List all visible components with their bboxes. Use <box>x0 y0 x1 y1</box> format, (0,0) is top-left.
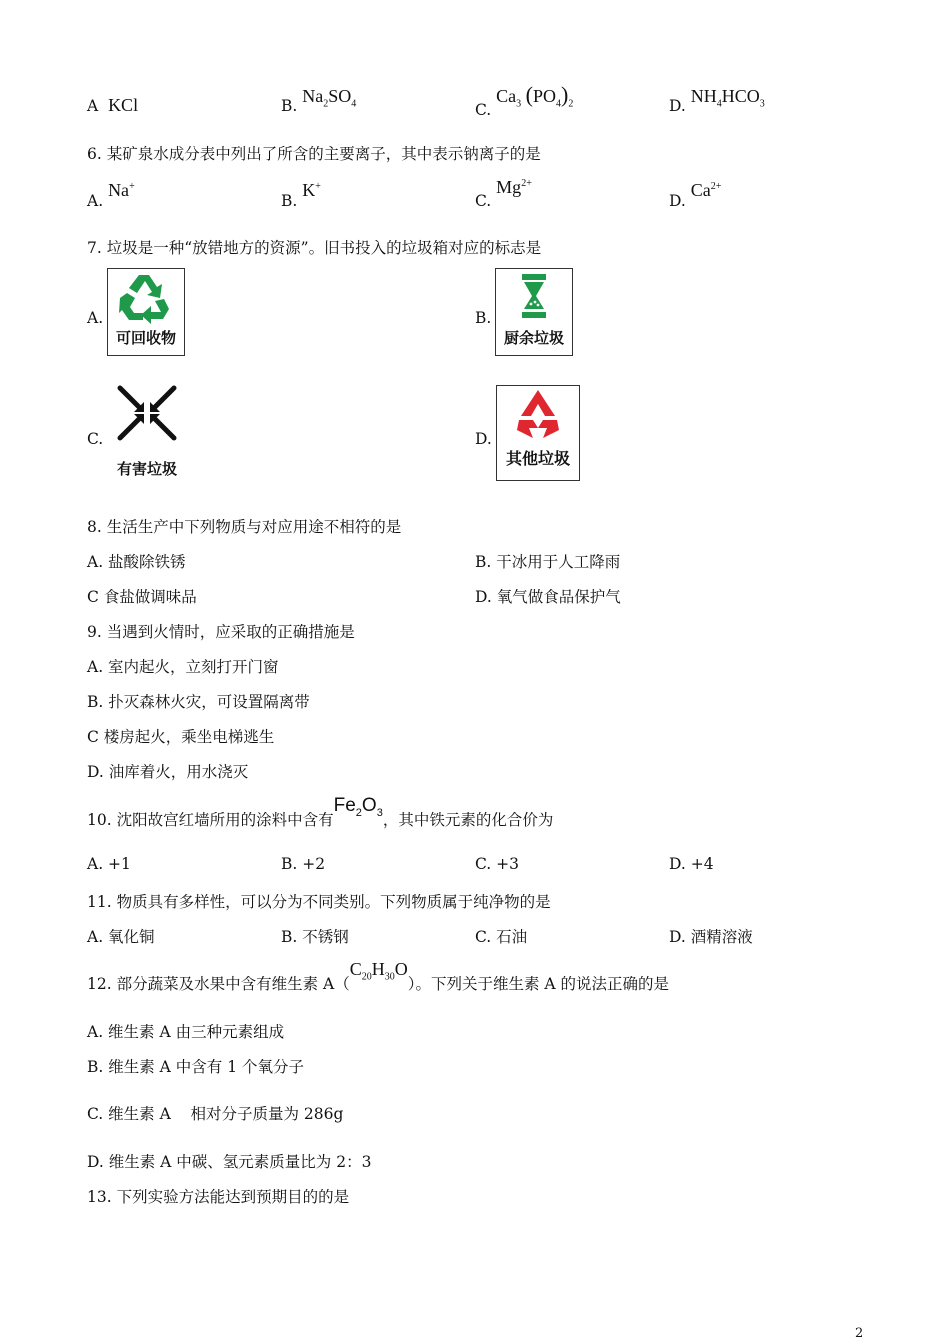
q9-option-b: B. 扑灭森林火灾，可设置隔离带 <box>87 693 310 711</box>
q5-option-c: C. $Ca_3$ $(PO_4)_2$ <box>475 82 574 119</box>
q12-option-c: C. 维生素 A 相对分子质量为 286g <box>87 1105 344 1123</box>
kitchen-waste-sign-label: 厨余垃圾 <box>503 329 564 347</box>
q12-option-d: D. 维生素 A 中碳、氢元素质量比为 2：3 <box>87 1153 372 1171</box>
q6-option-d: D. $Ca^{2+}$ <box>669 180 722 210</box>
q7-stem: 7. 垃圾是一种“放错地方的资源”。旧书投入的垃圾箱对应的标志是 <box>87 239 542 257</box>
q10-option-d: D. +4 <box>669 855 714 873</box>
q12-stem-pre: 12. 部分蔬菜及水果中含有维生素 A（ <box>87 975 350 993</box>
q7-option-a-label: A. <box>87 309 104 327</box>
q12-option-b: B. 维生素 A 中含有 1 个氧分子 <box>87 1058 305 1076</box>
q10-stem <box>87 794 554 829</box>
other-waste-sign <box>496 385 580 481</box>
q10-formula: $Fe_2O_3$ <box>333 795 383 819</box>
q11-option-c: C. 石油 <box>475 928 528 946</box>
q10-option-b: B. +2 <box>281 855 326 873</box>
q8-option-c: C 食盐做调味品 <box>87 588 197 606</box>
other-waste-sign-label: 其他垃圾 <box>505 449 570 468</box>
kitchen-waste-sign <box>495 268 573 356</box>
recycle-sign <box>107 268 185 356</box>
q11-option-b: B. 不锈钢 <box>281 928 349 946</box>
q12-stem-post: ）。下列关于维生素 A 的说法正确的是 <box>407 975 670 993</box>
q12-formula: $C_{20}H_{30}O$ <box>349 959 408 983</box>
recycle-sign-label: 可回收物 <box>115 329 176 347</box>
q9-option-d: D. 油库着火，用水浇灭 <box>87 763 249 781</box>
q5-option-a: A KCl <box>87 95 139 115</box>
q11-stem: 11. 物质具有多样性，可以分为不同类别。下列物质属于纯净物的是 <box>87 893 551 911</box>
other-waste-icon <box>509 386 567 444</box>
q12-stem <box>87 958 670 993</box>
q8-stem: 8. 生活生产中下列物质与对应用途不相符的是 <box>87 518 402 536</box>
q8-option-d: D. 氧气做食品保护气 <box>475 588 621 606</box>
q9-option-c: C 楼房起火，乘坐电梯逃生 <box>87 728 275 746</box>
page-number: 2 <box>855 1326 864 1341</box>
q8-option-a: A. 盐酸除铁锈 <box>87 553 186 571</box>
q6-option-a: A. Na+ <box>87 180 135 210</box>
q10-option-c: C. +3 <box>475 855 520 873</box>
hazardous-sign <box>107 382 187 482</box>
hazardous-arrows-icon <box>114 382 180 444</box>
q5-option-b: B. $Na_2SO_4$ <box>281 86 357 115</box>
recycle-icon <box>117 269 175 325</box>
q10-option-a: A. +1 <box>87 855 131 873</box>
q6-option-c: C. $Mg^{2+}$ <box>475 177 532 210</box>
q11-option-a: A. 氧化铜 <box>87 928 155 946</box>
q7-option-d-label: D. <box>475 430 492 448</box>
q13-stem: 13. 下列实验方法能达到预期目的的是 <box>87 1188 350 1206</box>
q6-stem: 6. 某矿泉水成分表中列出了所含的主要离子，其中表示钠离子的是 <box>87 145 541 163</box>
q10-stem-pre: 10. 沈阳故宫红墙所用的涂料中含有 <box>87 811 334 829</box>
q9-stem: 9. 当遇到火情时，应采取的正确措施是 <box>87 623 355 641</box>
q6-option-b: B. K+ <box>281 180 321 210</box>
kitchen-waste-icon <box>505 269 563 325</box>
q12-option-a: A. 维生素 A 由三种元素组成 <box>87 1023 285 1041</box>
q9-option-a: A. 室内起火，立刻打开门窗 <box>87 658 279 676</box>
q8-option-b: B. 干冰用于人工降雨 <box>475 553 621 571</box>
hazardous-sign-label: 有害垃圾 <box>116 460 177 478</box>
q7-option-c-label: C. <box>87 430 104 448</box>
q7-option-b-label: B. <box>475 309 492 327</box>
q11-option-d: D. 酒精溶液 <box>669 928 753 946</box>
q10-stem-post: ，其中铁元素的化合价为 <box>382 811 554 829</box>
q5-option-d: D. $NH_4HCO_3$ <box>669 86 765 115</box>
